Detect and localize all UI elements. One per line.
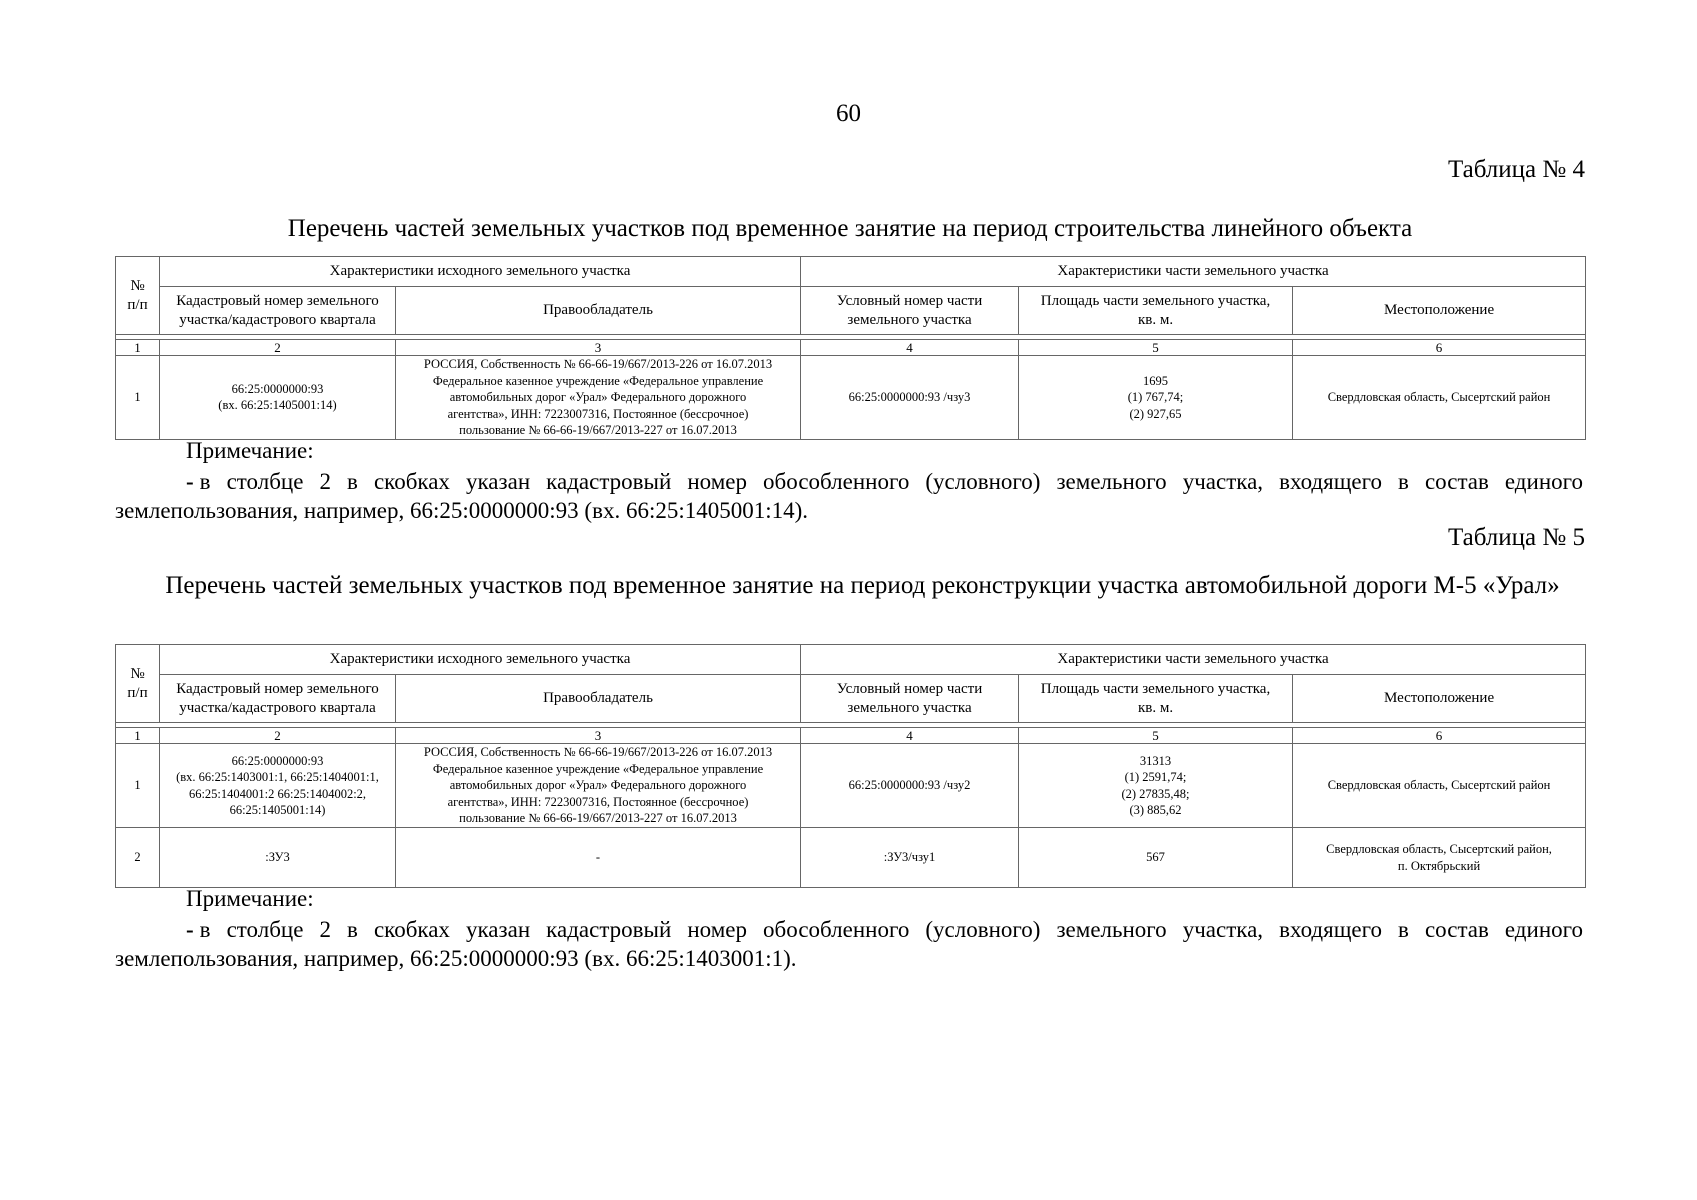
header-cadastral: Кадастровый номер земельного участка/кадастрового квартала xyxy=(160,675,396,723)
cell-location: Свердловская область, Сысертский район xyxy=(1293,356,1586,440)
table4-title: Перечень частей земельных участков под временное занятие на период строительства линейного объекта xyxy=(287,215,1413,242)
cell-owner: РОССИЯ, Собственность № 66-66-19/667/2013-226 от 16.07.2013 Федеральное казенное учреждение «Федеральное управление автомобильных дорог «Урал» Федерального дорожного агентства», ИНН: 7223007316, Постоянное (бессрочное) пользование № 66-66-19/667/2013-227 от 16.07.2013 xyxy=(396,744,801,828)
note-text: в столбце 2 в скобках указан кадастровый номер обособленного (условного) земельного участка, входящего в состав единого землепользования, например, 66:25:0000000:93 (вх. 66:25:1405001:14). xyxy=(115,469,1583,523)
cell-area: 567 xyxy=(1019,828,1293,888)
header-location: Местоположение xyxy=(1293,287,1586,335)
note-dash: - xyxy=(186,917,194,942)
table5-note xyxy=(115,915,1583,973)
column-number: 4 xyxy=(801,340,1019,356)
table-row xyxy=(116,744,1586,828)
table5-label: Таблица № 5 xyxy=(1447,524,1585,551)
column-number: 3 xyxy=(396,728,801,744)
table5-title: Перечень частей земельных участков под временное занятие на период реконструкции участка автомобильной дороги М-5 «Урал» xyxy=(165,572,1560,599)
column-number: 1 xyxy=(116,340,160,356)
column-number: 1 xyxy=(116,728,160,744)
cell-cond-number: 66:25:0000000:93 /чзу3 xyxy=(801,356,1019,440)
column-number: 2 xyxy=(160,728,396,744)
cell-owner: РОССИЯ, Собственность № 66-66-19/667/2013-226 от 16.07.2013 Федеральное казенное учреждение «Федеральное управление автомобильных дорог «Урал» Федерального дорожного агентства», ИНН: 7223007316, Постоянное (бессрочное) пользование № 66-66-19/667/2013-227 от 16.07.2013 xyxy=(396,356,801,440)
cell-location: Свердловская область, Сысертский район, п. Октябрьский xyxy=(1293,828,1586,888)
column-number: 2 xyxy=(160,340,396,356)
header-cond-number: Условный номер части земельного участка xyxy=(801,675,1019,723)
cell-cond-number: :ЗУ3/чзу1 xyxy=(801,828,1019,888)
table5-note-label: Примечание: xyxy=(186,886,314,911)
column-number: 3 xyxy=(396,340,801,356)
note-dash: - xyxy=(186,469,194,494)
table4-note-label: Примечание: xyxy=(186,438,314,463)
note-text: в столбце 2 в скобках указан кадастровый номер обособленного (условного) земельного участка, входящего в состав единого землепользования, например, 66:25:0000000:93 (вх. 66:25:1403001:1). xyxy=(115,917,1583,971)
cell-area: 31313 (1) 2591,74; (2) 27835,48; (3) 885,62 xyxy=(1019,744,1293,828)
table-row xyxy=(116,828,1586,888)
header-area: Площадь части земельного участка, кв. м. xyxy=(1019,675,1293,723)
cell-owner: - xyxy=(396,828,801,888)
cell-cadastral: 66:25:0000000:93 (вх. 66:25:1403001:1, 66:25:1404001:1, 66:25:1404001:2 66:25:1404002:2, 66:25:1405001:14) xyxy=(160,744,396,828)
cell-area: 1695 (1) 767,74; (2) 927,65 xyxy=(1019,356,1293,440)
cell-location: Свердловская область, Сысертский район xyxy=(1293,744,1586,828)
header-group-source: Характеристики исходного земельного участка xyxy=(160,645,801,675)
table-row xyxy=(116,356,1586,440)
column-number: 4 xyxy=(801,728,1019,744)
cell-num: 1 xyxy=(116,744,160,828)
table4 xyxy=(115,256,1586,440)
header-cond-number: Условный номер части земельного участка xyxy=(801,287,1019,335)
column-number: 6 xyxy=(1293,728,1586,744)
header-area: Площадь части земельного участка, кв. м. xyxy=(1019,287,1293,335)
column-number: 6 xyxy=(1293,340,1586,356)
header-num: № п/п xyxy=(116,257,160,335)
header-owner: Правообладатель xyxy=(396,287,801,335)
header-location: Местоположение xyxy=(1293,675,1586,723)
page-number: 60 xyxy=(836,100,861,127)
table5 xyxy=(115,644,1586,888)
cell-cadastral: 66:25:0000000:93 (вх. 66:25:1405001:14) xyxy=(160,356,396,440)
header-group-part: Характеристики части земельного участка xyxy=(801,257,1586,287)
header-owner: Правообладатель xyxy=(396,675,801,723)
header-group-source: Характеристики исходного земельного участка xyxy=(160,257,801,287)
table4-label: Таблица № 4 xyxy=(1447,156,1585,183)
header-group-part: Характеристики части земельного участка xyxy=(801,645,1586,675)
header-cadastral: Кадастровый номер земельного участка/кадастрового квартала xyxy=(160,287,396,335)
cell-cadastral: :ЗУ3 xyxy=(160,828,396,888)
header-num: № п/п xyxy=(116,645,160,723)
column-number: 5 xyxy=(1019,728,1293,744)
cell-num: 2 xyxy=(116,828,160,888)
cell-cond-number: 66:25:0000000:93 /чзу2 xyxy=(801,744,1019,828)
column-number: 5 xyxy=(1019,340,1293,356)
table4-note xyxy=(115,467,1583,525)
cell-num: 1 xyxy=(116,356,160,440)
